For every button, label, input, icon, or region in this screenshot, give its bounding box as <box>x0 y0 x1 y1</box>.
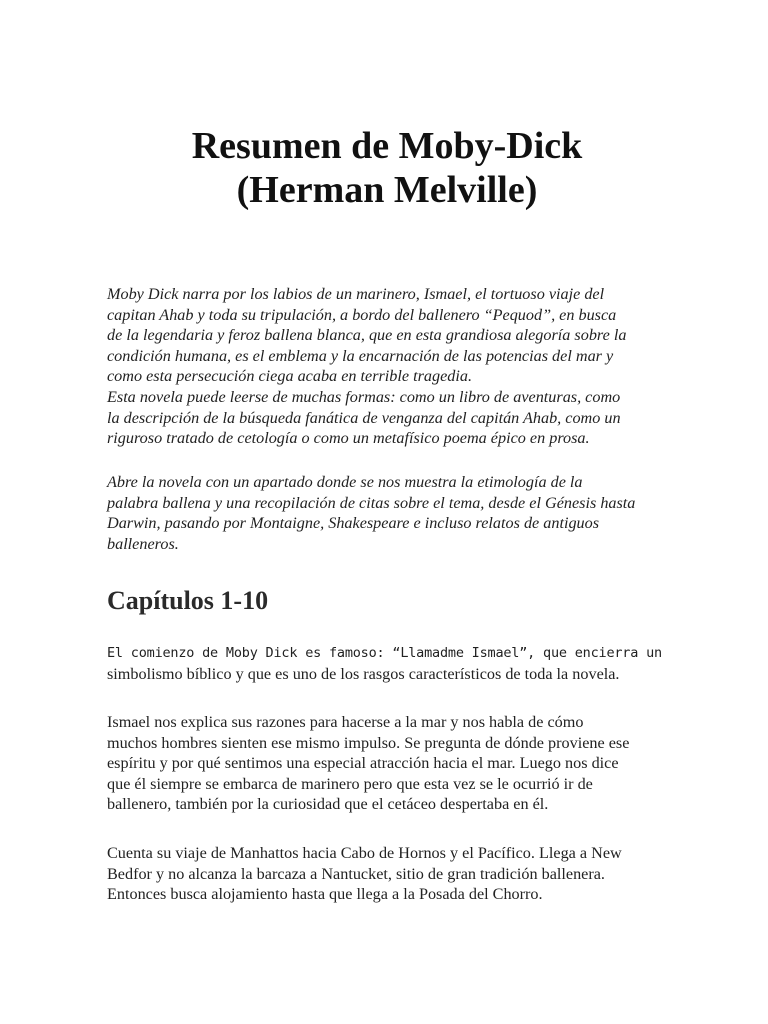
intro-line: Esta novela puede leerse de muchas formas: como un libro de aventuras, como <box>107 387 621 406</box>
intro-line: riguroso tratado de cetología o como un metafísico poema épico en prosa. <box>107 429 590 448</box>
intro-line: la descripción de la búsqueda fanática de venganza del capitán Ahab, como un <box>107 408 621 427</box>
intro-paragraph <box>107 284 667 449</box>
intro-line: de la legendaria y feroz ballena blanca, que en esta grandiosa alegoría sobre la <box>107 326 627 345</box>
intro-line: como esta persecución ciega acaba en terrible tragedia. <box>107 367 473 386</box>
chapter-p1-line: El comienzo de Moby Dick es famoso: “Llamadme Ismael”, que encierra un <box>107 645 662 661</box>
chapter-p2-line: muchos hombres sienten ese mismo impulso. Se pregunta de dónde proviene ese <box>107 733 630 752</box>
chapter-paragraph-3 <box>107 843 667 905</box>
intro-line: condición humana, es el emblema y la encarnación de las potencias del mar y <box>107 346 614 365</box>
chapter-paragraph-2 <box>107 712 667 815</box>
chapter-p3-line: Cuenta su viaje de Manhattos hacia Cabo de Hornos y el Pacífico. Llega a New <box>107 844 622 862</box>
chapter-p2-line: espíritu y por qué sentimos una especial atracción hacia el mar. Luego nos dice <box>107 754 619 773</box>
intro-line: Moby Dick narra por los labios de un marinero, Ismael, el tortuoso viaje del <box>107 285 605 303</box>
chapter-p2-line: que él siempre se embarca de marinero pero que esta vez se le ocurrió ir de <box>107 774 593 793</box>
title-line-2: (Herman Melville) <box>236 169 538 211</box>
chapter-p2-line: Ismael nos explica sus razones para hacerse a la mar y nos habla de cómo <box>107 713 584 731</box>
chapter-p3-line: Entonces busca alojamiento hasta que llega a la Posada del Chorro. <box>107 885 543 904</box>
document-title <box>107 124 667 212</box>
chapter-p2-line: ballenero, también por la curiosidad que el cetáceo despertaba en él. <box>107 795 549 814</box>
opening-line: Abre la novela con un apartado donde se nos muestra la etimología de la <box>107 473 583 491</box>
opening-line: balleneros. <box>107 534 179 553</box>
opening-line: Darwin, pasando por Montaigne, Shakespeare e incluso relatos de antiguos <box>107 514 600 533</box>
opening-line: palabra ballena y una recopilación de citas sobre el tema, desde el Génesis hasta <box>107 493 636 512</box>
section-heading: Capítulos 1-10 <box>107 586 269 615</box>
chapter-p1-line: simbolismo bíblico y que es uno de los rasgos característicos de toda la novela. <box>107 664 620 683</box>
chapter-paragraph-1 <box>107 643 667 684</box>
title-line-1: Resumen de Moby-Dick <box>191 125 583 167</box>
intro-line: capitan Ahab y toda su tripulación, a bordo del ballenero “Pequod”, en busca <box>107 305 617 324</box>
chapter-p3-line: Bedfor y no alcanza la barcaza a Nantucket, sitio de gran tradición ballenera. <box>107 864 605 883</box>
opening-paragraph <box>107 472 667 554</box>
